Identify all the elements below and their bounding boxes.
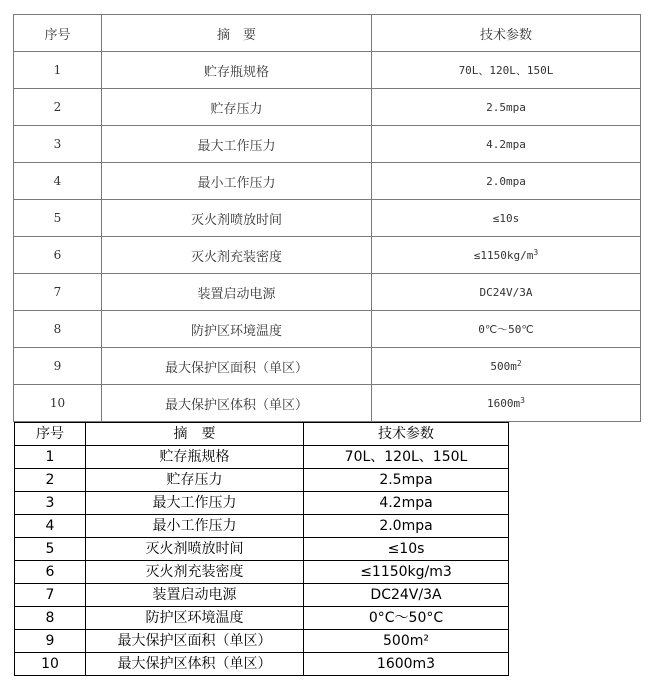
row-summary: 灭火剂喷放时间: [86, 538, 304, 561]
row-number: 10: [14, 385, 102, 422]
row-value: 500m²: [304, 630, 509, 653]
value-text: 500m: [490, 359, 517, 373]
row-number: 6: [14, 237, 102, 274]
row-number: 5: [14, 200, 102, 237]
row-number: 8: [14, 311, 102, 348]
row-number: 5: [15, 538, 86, 561]
table-row: [15, 584, 509, 607]
row-summary: 贮存压力: [86, 469, 304, 492]
row-summary: 灭火剂充装密度: [102, 237, 372, 274]
row-number: 8: [15, 607, 86, 630]
row-number: 4: [14, 163, 102, 200]
row-value: 2.5mpa: [372, 89, 641, 126]
table-row: [14, 163, 641, 200]
table-row: [15, 515, 509, 538]
row-number: 7: [15, 584, 86, 607]
row-summary: 最大保护区体积（单区）: [86, 653, 304, 676]
row-summary: 最小工作压力: [86, 515, 304, 538]
table-row: [14, 52, 641, 89]
table-header-row: [14, 15, 641, 52]
row-number: 9: [15, 630, 86, 653]
unit-superscript: 2: [516, 358, 522, 368]
table-row: [14, 348, 641, 385]
row-value: 2.0mpa: [372, 163, 641, 200]
row-summary: 灭火剂充装密度: [86, 561, 304, 584]
row-value: 4.2mpa: [304, 492, 509, 515]
table-row: [14, 200, 641, 237]
header-params: 技术参数: [372, 15, 641, 52]
row-summary: 防护区环境温度: [102, 311, 372, 348]
row-number: 10: [15, 653, 86, 676]
table-row: [15, 446, 509, 469]
row-number: 9: [14, 348, 102, 385]
table-row: [14, 311, 641, 348]
table-header-row: [15, 423, 509, 446]
row-value: 70L、120L、150L: [304, 446, 509, 469]
row-number: 6: [15, 561, 86, 584]
row-value: 0℃～50℃: [372, 311, 641, 348]
table-row: [14, 89, 641, 126]
table-row: [15, 653, 509, 676]
row-value: [372, 385, 641, 422]
table-row: [15, 469, 509, 492]
row-value: 2.0mpa: [304, 515, 509, 538]
row-value: ≤10s: [372, 200, 641, 237]
spec-table-top: [13, 14, 641, 422]
row-summary: 最小工作压力: [102, 163, 372, 200]
row-summary: 装置启动电源: [86, 584, 304, 607]
row-value: 0°C～50°C: [304, 607, 509, 630]
row-value: DC24V/3A: [372, 274, 641, 311]
row-summary: 贮存瓶规格: [86, 446, 304, 469]
header-summary: 摘 要: [86, 423, 304, 446]
row-number: 3: [14, 126, 102, 163]
row-summary: 防护区环境温度: [86, 607, 304, 630]
table-top-body: [14, 52, 641, 422]
row-value: 1600m3: [304, 653, 509, 676]
row-summary: 灭火剂喷放时间: [102, 200, 372, 237]
spec-table-bottom: [14, 422, 509, 676]
row-value: [372, 348, 641, 385]
row-number: 4: [15, 515, 86, 538]
row-summary: 最大工作压力: [86, 492, 304, 515]
row-summary: 最大保护区体积（单区）: [102, 385, 372, 422]
table-row: [14, 126, 641, 163]
table-row: [15, 538, 509, 561]
row-number: 3: [15, 492, 86, 515]
row-value: ≤1150kg/m3: [304, 561, 509, 584]
table-row: [14, 237, 641, 274]
row-number: 1: [14, 52, 102, 89]
row-value: [372, 237, 641, 274]
row-value: 70L、120L、150L: [372, 52, 641, 89]
row-number: 7: [14, 274, 102, 311]
row-summary: 最大保护区面积（单区）: [102, 348, 372, 385]
row-summary: 最大保护区面积（单区）: [86, 630, 304, 653]
header-no: 序号: [14, 15, 102, 52]
table-row: [14, 274, 641, 311]
table-row: [15, 630, 509, 653]
row-summary: 装置启动电源: [102, 274, 372, 311]
row-value: 2.5mpa: [304, 469, 509, 492]
table-row: [15, 561, 509, 584]
row-value: 4.2mpa: [372, 126, 641, 163]
header-no: 序号: [15, 423, 86, 446]
table-row: [15, 607, 509, 630]
table-row: [14, 385, 641, 422]
header-summary: 摘 要: [102, 15, 372, 52]
row-value: DC24V/3A: [304, 584, 509, 607]
value-text: 1600m: [487, 396, 521, 410]
row-number: 1: [15, 446, 86, 469]
unit-superscript: 3: [533, 247, 539, 257]
header-params: 技术参数: [304, 423, 509, 446]
row-summary: 最大工作压力: [102, 126, 372, 163]
unit-superscript: 3: [520, 395, 525, 405]
value-text: ≤1150kg/m: [473, 248, 534, 262]
table-bottom-body: [15, 446, 509, 676]
row-number: 2: [15, 469, 86, 492]
table-row: [15, 492, 509, 515]
row-value: ≤10s: [304, 538, 509, 561]
row-summary: 贮存瓶规格: [102, 52, 372, 89]
row-number: 2: [14, 89, 102, 126]
row-summary: 贮存压力: [102, 89, 372, 126]
